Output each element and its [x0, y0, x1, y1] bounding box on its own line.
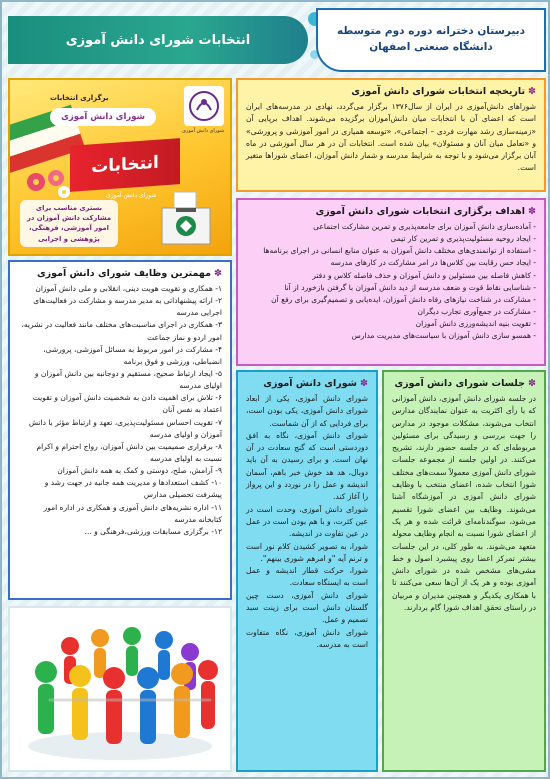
goals-heading: [246, 206, 536, 217]
duties-item: ۲- ارائه پیشنهاداتی به مدیر مدرسه و مشارکت در فعالیت‌های اجرایی مدرسه: [33, 296, 222, 318]
council-heading: [246, 378, 368, 389]
goals-list: [246, 221, 536, 342]
teamwork-illustration: [8, 606, 232, 772]
council-paragraph: شورای دانش آموزی، دست چین گلستان دانش است برای زینت سبد تصمیم و عمل.: [246, 590, 368, 625]
duties-list: [18, 283, 222, 538]
goals-item: - همسو سازی دانش آموزان با سیاست‌های مدیریت مدارس: [351, 331, 536, 341]
goals-item: - استفاده از توانمندی‌های مختلف دانش آموزان به عنوان منابع انسانی در اجرای برنامه‌ها: [263, 246, 536, 256]
goals-item: - مشارکت در شناخت نیازهای رفاه دانش آموزان، ایده‌یابی و تصمیم‌گیری برای رفع آن: [271, 294, 536, 304]
history-title: تاریخچه انتخابات شورای دانش آموزی: [351, 86, 526, 97]
sessions-heading: [392, 378, 536, 389]
council-paragraph: شورای دانش آموزی، نگاه به افق دوردستی است که گنج سعادت در آن نهان است. و برای رسیدن به آن باید دوبال، هد هد خوش خبر باهم، آسمان اندیشه و عمل را در نوردد و این پرواز را آغاز کند.: [246, 430, 368, 502]
logo-caption: شورای دانش آموزی: [181, 128, 225, 134]
star-icon: ✽: [214, 268, 222, 279]
sessions-title: جلسات شورای دانش آموزی: [394, 378, 526, 389]
duties-item: ۴- مشارکت در امور مربوط به مسائل آموزشی، پرورشی، انضباطی، ورزشی و فوق برنامه: [43, 344, 222, 366]
council-paragraph: شورا، حرکت قطار اندیشه و عمل است به ایستگاه سعادت.: [246, 566, 368, 588]
goals-title: اهداف برگزاری انتخابات شورای دانش آموزی: [315, 206, 526, 217]
history-text: شوراهای دانش‌آموزی در ایران از سال۱۳۷۶ برگزار می‌گردد، نهادی در مدرسه‌های ایران است که اعضای آن با انتخابات میان دانش‌آموزان برگزیده می‌شوند. اهداف برپایی آن «زمینه‌سازی رشد مهارت فردی – اجتماعی»، «توسعه همیاری در امور آموزشی و پرورشی» و «تعامل میان آنان و مسئولان» بیان شده است. انتخابات آن در هر سال آموزشی در ماه آبان برگزار می‌شود و با توجه به شرایط مدرسه و شمار دانش آموزان، اعضای شوراها متغیر است.: [246, 102, 537, 173]
council-title: شورای دانش آموزی: [263, 378, 358, 389]
goals-item: - شناسایی نقاط قوت و ضعف مدرسه از دید دانش آموزان با گرفتن بازخورد از آنا: [284, 282, 536, 292]
goals-item: - آماده‌سازی دانش آموزان برای جامعه‌پذیری و تمرین مشارکت اجتماعی: [313, 222, 536, 231]
duties-section: [8, 260, 232, 600]
star-icon: ✽: [528, 206, 536, 217]
duties-item: ۵- ایجاد ارتباط صحیح، مستقیم و دوجانبه بین دانش آموزان و اولیای مدرسه: [34, 368, 222, 391]
star-icon: ✽: [528, 378, 536, 389]
council-paragraph: شورای دانش آموزی، یکی از ابعاد شورای دانش آموزی، یکی بودن است، برای فردایی که از آن شماست.: [246, 394, 368, 428]
title-banner: [8, 16, 308, 64]
duties-title: مهمترین وظایف شورای دانش آموزی: [36, 268, 212, 279]
council-paragraph: شورا، به تصویر کشیدن کلام نور است و ترنم آیه "و امرهم شوری بینهم".: [246, 541, 368, 563]
sessions-text: در جلسه شورای دانش آموزی، دانش آموزانی که با رأی اکثریت به عنوان نمایندگان مدارس انتخاب می‌شوند، مشکلات موجود در مدارس را جهت بررسی و رسیدگی برای مسئولین مربوطه‌ای که در جلسه حضور دارند، تشریح می‌کنند. در اولین جلسه از مجموعه جلسات شورای دانش آموزی معمولاً سمت‌های مختلف شورا انتخاب شده، اعضای منتخب با وظایف شورای دانش آموزی در آموزشگاه آشنا می‌شوند. وظایف بین اعضای شورا تقسیم می‌شود، سوگندنامه‌ای قرائت شده و هر یک از اعضای شورا نسبت به انجام وظایف محوله متعهد می‌شوند. به طور کلی، در این جلسات بیشتر تمرکز اعضا روی پیشبرد اصول و خط مشی‌های مشخص شده در شورای دانش آموزی بوده و هر یک از آن‌ها سعی می‌کنند تا با همکاری یکدیگر و همچنین مدیران و مربیان در راستای تحقق اهداف شورا گام بردارند.: [392, 394, 536, 613]
poster-subtitle: برگزاری انتخابات: [50, 94, 109, 102]
sessions-section: [382, 370, 546, 772]
history-section: [236, 78, 546, 192]
star-icon: ✽: [528, 86, 536, 97]
duties-item: ۱۰- کشف استعدادها و مدیریت همه جانبه در جهت رشد و پیشرفت تحصیلی مدارس: [44, 478, 222, 500]
poster-caption: بستری مناسب برای مشارکت دانش آموزان در امور آموزشی، فرهنگی، پژوهشی و اجرایی: [20, 200, 118, 247]
poster-ribbon: شورای دانش آموزی: [50, 108, 156, 126]
council-logo-icon: [184, 86, 224, 126]
school-name-line1: دبیرستان دخترانه دوره دوم متوسطه: [336, 25, 526, 38]
duties-item: ۸- برقراری صمیمیت بین دانش آموزان، رواج احترام و اکرام نسبت به اولیای مدرسه: [36, 441, 222, 463]
duties-item: ۱۲- برگزاری مسابقات ورزشی،فرهنگی و ...: [84, 526, 222, 536]
duties-item: ۱۱- اداره نشریه‌های دانش آموزی و همکاری در اداره امور کتابخانه مدرسه: [43, 502, 222, 524]
council-paragraph: شورای دانش آموزی، وحدت است در عین کثرت، و با هم بودن است در عمل در عین تفاوت در اندیشه.: [246, 504, 368, 539]
poster-big-word: انتخابات: [70, 138, 180, 192]
duties-heading: [18, 268, 222, 279]
ballot-box-icon: [158, 190, 214, 246]
goals-item: - تقویت بنیه اندیشه‌ورزی دانش آموزان: [415, 319, 536, 329]
goals-item: - ایجاد حس رقابت بین کلاس‌ها در امر مشارکت در کارهای مدرسه: [330, 258, 536, 268]
poster-big-word-sub: شورای دانش آموزی: [106, 192, 157, 199]
duties-item: ۱- همکاری و تقویت هویت دینی، انقلابی و ملی دانش آموزان: [35, 284, 222, 293]
goals-item: - کاهش فاصله بین مسئولین و دانش آموزان و حذف فاصله کلاس و دفتر: [312, 270, 536, 280]
duties-item: ۷- تقویت احساس مسئولیت‌پذیری، تعهد و ارتباط مؤثر با دانش آموزان و اولیای مدرسه: [28, 417, 222, 439]
star-icon: ✽: [360, 378, 368, 389]
goals-item: - مشارکت در جمع‌آوری تجارب دیگران: [417, 306, 536, 316]
history-heading: [246, 86, 536, 97]
flowers-icon: [24, 166, 74, 200]
duties-item: ۹- آرامش، صلح، دوستی و کمک به همه دانش آموزان: [57, 466, 222, 476]
school-name-line2: دانشگاه صنعتی اصفهان: [369, 41, 493, 53]
election-poster-image: [8, 78, 232, 256]
duties-item: ۶- تلاش برای اهمیت دادن به شخصیت دانش آموزان و تقویت اعتماد به نفس آنان: [32, 393, 222, 415]
people-circle-icon: [10, 608, 230, 770]
goals-section: [236, 198, 546, 366]
council-section: [236, 370, 378, 772]
goals-item: - ایجاد روحیه مسئولیت‌پذیری و تمرین کار تیمی: [390, 234, 536, 244]
duties-item: ۳- همکاری در اجرای مناسبت‌های مختلف مانند فعالیت در نشریه، امور اردو و نماز جماعت: [21, 320, 222, 342]
header: [8, 8, 546, 72]
page-title: انتخابات شورای دانش آموزی: [65, 32, 251, 48]
school-name-banner: [316, 8, 546, 72]
council-paragraph: شورای دانش آموزی، نگاه متفاوت است به مدرسه.: [246, 627, 368, 649]
